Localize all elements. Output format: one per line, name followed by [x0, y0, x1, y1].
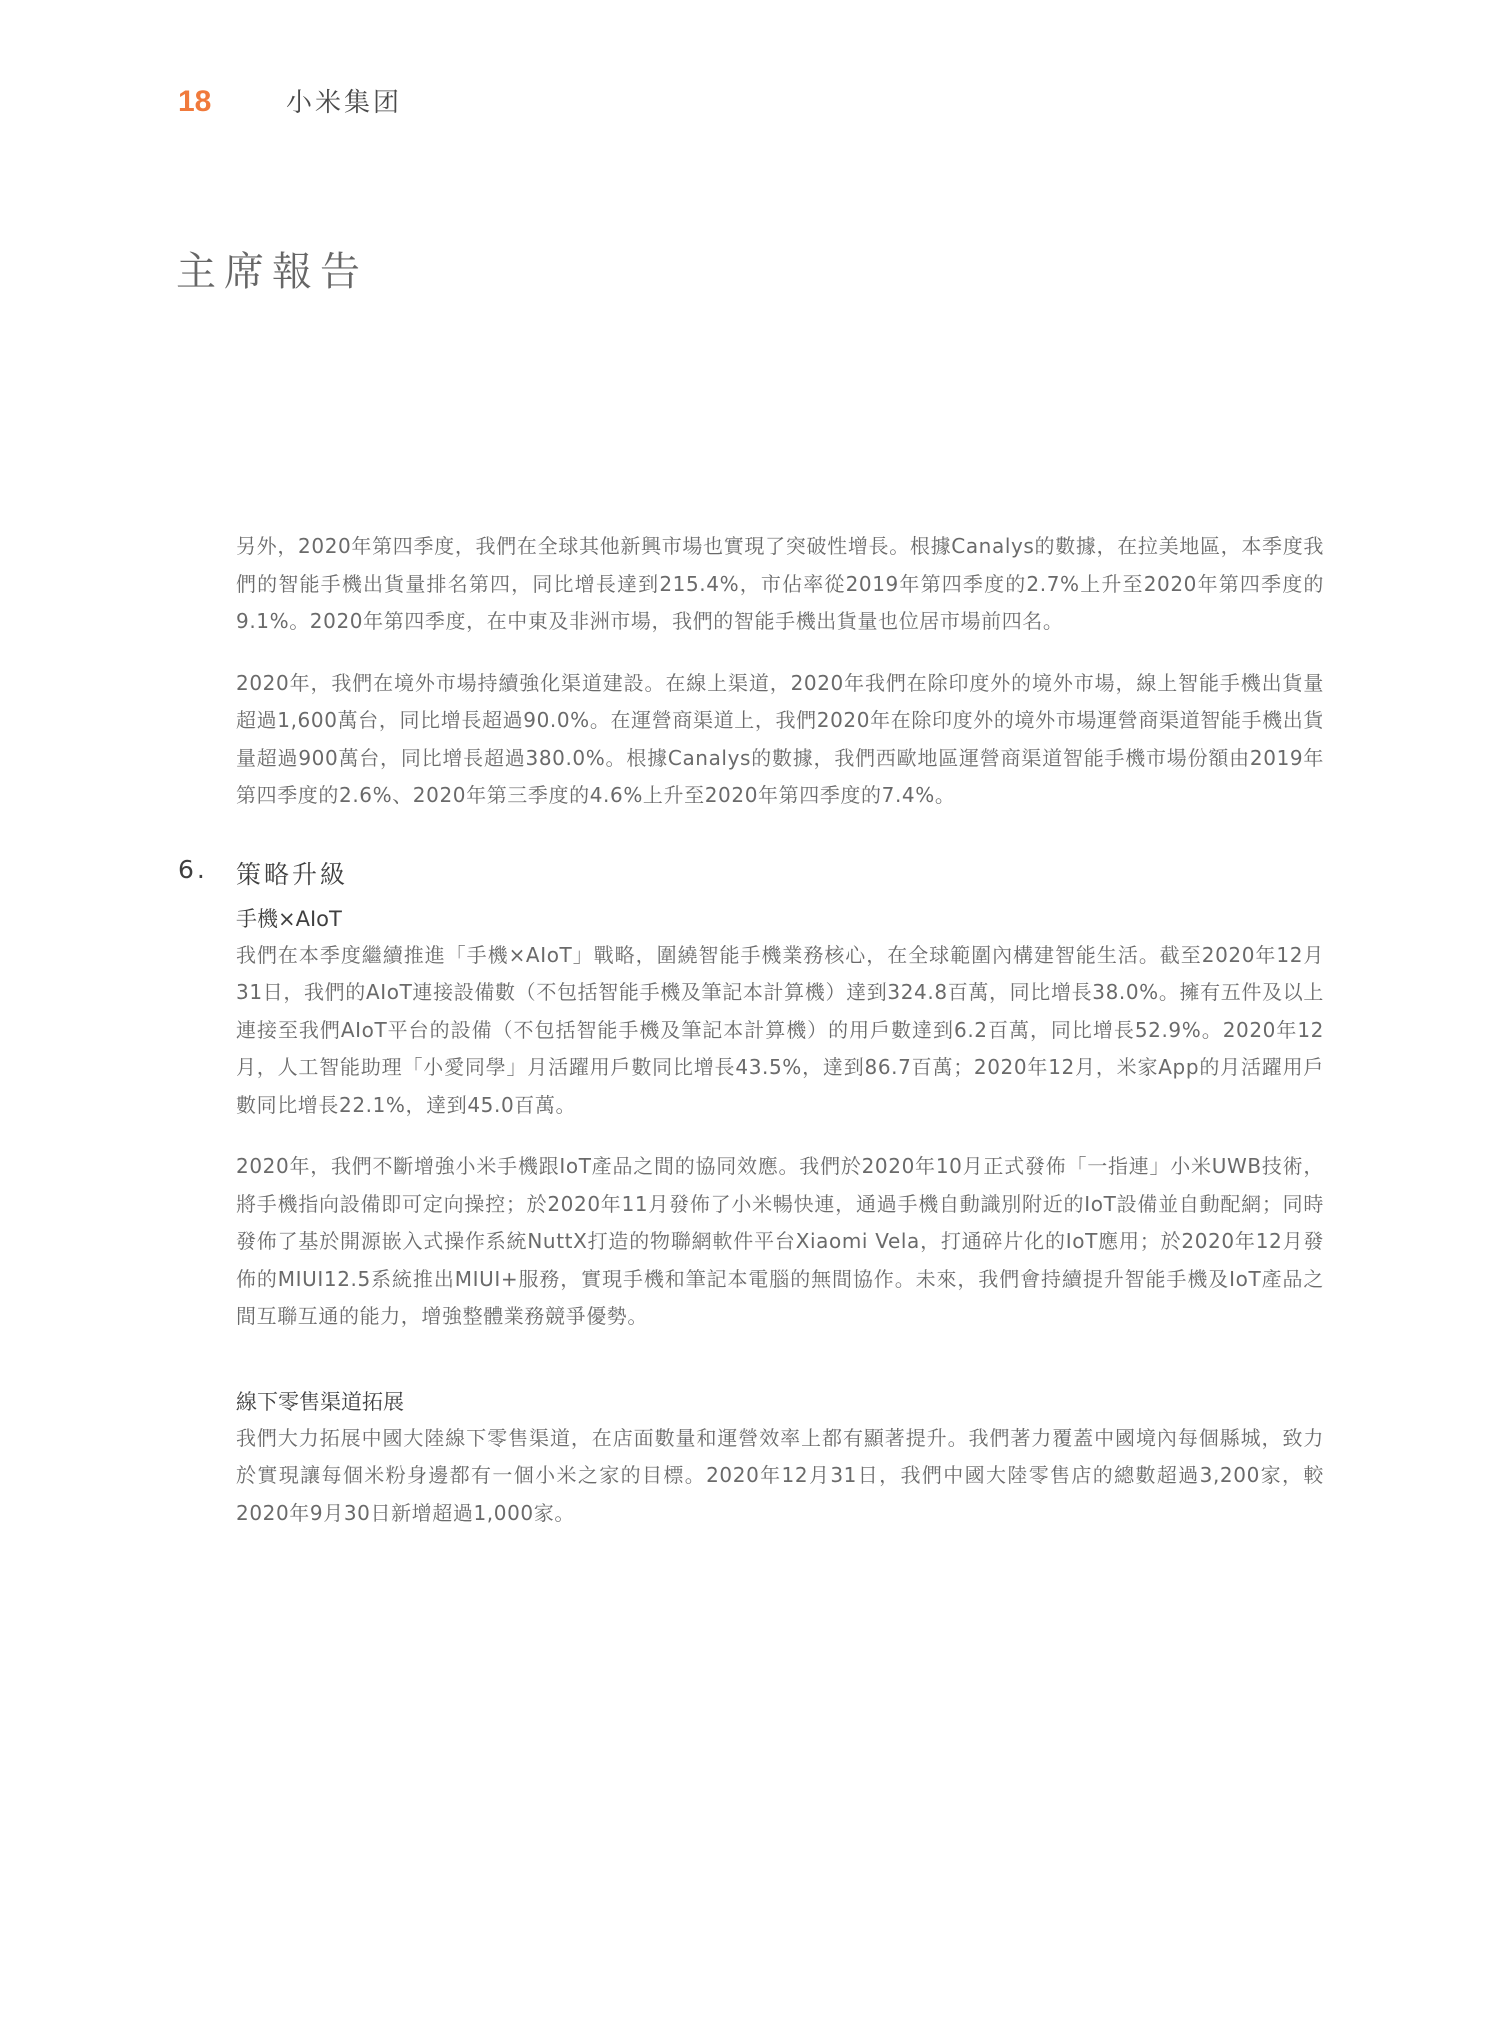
section-heading — [178, 854, 1324, 891]
paragraph: 2020年，我們在境外市場持續強化渠道建設。在線上渠道，2020年我們在除印度外的境外市場，線上智能手機出貨量超過1,600萬台，同比增長超過90.0%。在運營商渠道上，我們2020年在除印度外的境外市場運營商渠道智能手機出貨量超過900萬台，同比增長超過380.0%。根據Canalys的數據，我們西歐地區運營商渠道智能手機市場份額由2019年第四季度的2.6%、2020年第三季度的4.6%上升至2020年第四季度的7.4%。 — [236, 670, 1324, 807]
page-number: 18 — [178, 85, 212, 118]
paragraph: 我們在本季度繼續推進「手機×AIoT」戰略，圍繞智能手機業務核心，在全球範圍內構建智能生活。截至2020年12月31日，我們的AIoT連接設備數（不包括智能手機及筆記本計算機）達到324.8百萬，同比增長38.0%。擁有五件及以上連接至我們AIoT平台的設備（不包括智能手機及筆記本計算機）的用戶數達到6.2百萬，同比增長52.9%。2020年12月，人工智能助理「小愛同學」月活躍用戶數同比增長43.5%，達到86.7百萬；2020年12月，米家App的月活躍用戶數同比增長22.1%，達到45.0百萬。 — [236, 942, 1324, 1117]
paragraph: 我們大力拓展中國大陸線下零售渠道，在店面數量和運營效率上都有顯著提升。我們著力覆蓋中國境內每個縣城，致力於實現讓每個米粉身邊都有一個小米之家的目標。2020年12月31日，我們中國大陸零售店的總數超過3,200家，較2020年9月30日新增超過1,000家。 — [236, 1425, 1324, 1525]
report-body — [178, 528, 1324, 1532]
section-number: 6. — [178, 854, 208, 884]
subheading: 手機×AIoT — [236, 906, 342, 931]
section-title: 主席報告 — [176, 249, 368, 295]
company-name: 小米集团 — [286, 88, 403, 118]
paragraph: 另外，2020年第四季度，我們在全球其他新興市場也實現了突破性增長。根據Canalys的數據，在拉美地區，本季度我們的智能手機出貨量排名第四，同比增長達到215.4%，市佔率從2019年第四季度的2.7%上升至2020年第四季度的9.1%。2020年第四季度，在中東及非洲市場，我們的智能手機出貨量也位居市場前四名。 — [236, 534, 1324, 633]
page-header — [178, 82, 402, 119]
spacer — [236, 1336, 1324, 1376]
subheading: 線下零售渠道拓展 — [236, 1389, 404, 1414]
paragraph: 2020年，我們不斷增強小米手機跟IoT產品之間的協同效應。我們於2020年10月正式發佈「一指連」小米UWB技術，將手機指向設備即可定向操控；於2020年11月發佈了小米暢快連，通過手機自動識別附近的IoT設備並自動配網；同時發佈了基於開源嵌入式操作系統NuttX打造的物聯網軟件平台Xiaomi Vela，打通碎片化的IoT應用；於2020年12月發佈的MIUI12.5系統推出MIUI+服務，實現手機和筆記本電腦的無間協作。未來，我們會持續提升智能手機及IoT產品之間互聯互通的能力，增強整體業務競爭優勢。 — [236, 1154, 1324, 1328]
section-heading-title: 策略升級 — [236, 859, 349, 889]
